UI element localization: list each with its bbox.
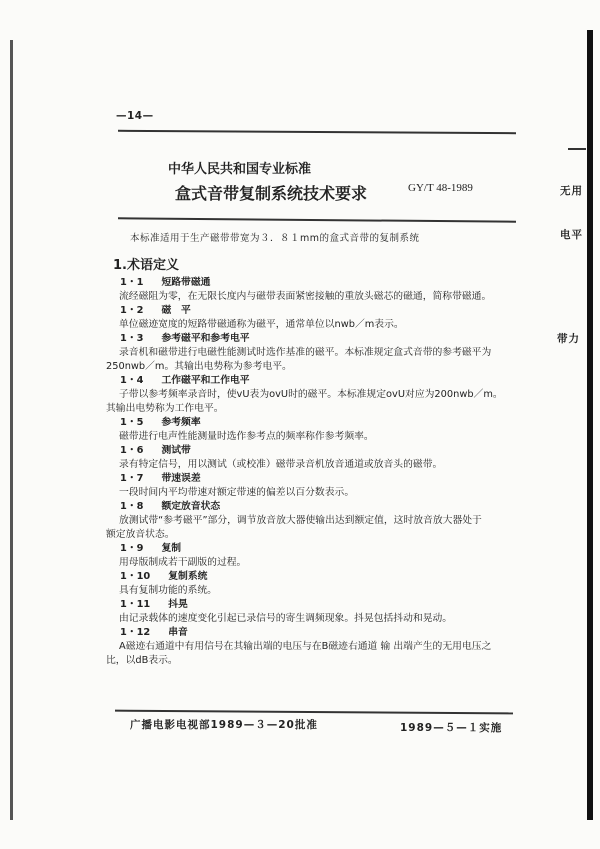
definition-number: 1・2 xyxy=(120,305,144,316)
definition-text: 由记录载体的速度变化引起已录信号的寄生调频现象。抖晃包括抖动和晃动。 xyxy=(119,613,453,624)
page-number: —14— xyxy=(116,110,154,122)
definition-number: 1・8 xyxy=(120,501,144,512)
title-rule xyxy=(118,217,516,222)
definitions-list xyxy=(106,276,531,668)
definition-text: 录有特定信号，用以测试（或校准）磁带录音机放音通道或放音头的磁带。 xyxy=(119,459,443,470)
definition-heading xyxy=(106,542,531,556)
definition-number: 1・7 xyxy=(120,473,144,484)
definition-number: 1・10 xyxy=(120,571,151,582)
margin-dash xyxy=(568,148,586,150)
standard-org: 中华人民共和国专业标准 xyxy=(168,162,312,177)
definition-text: 用母版制成若干副版的过程。 xyxy=(119,557,247,568)
approval-date: 广播电影电视部1989—３—20批准 xyxy=(130,719,318,731)
definition-term: 额定放音状态 xyxy=(161,501,221,512)
definition-term: 复制 xyxy=(161,543,182,554)
definition-text: A磁迹右通道中有用信号在其输出端的电压与在B磁迹右通道 输 出端产生的无用电压之 xyxy=(119,641,492,652)
definition-heading xyxy=(106,444,531,458)
definition-heading xyxy=(106,416,531,430)
intro-text: 本标准适用于生产磁带带宽为３．８１mm的盒式音带的复制系统 xyxy=(130,233,420,244)
definition-term: 工作磁平和工作电平 xyxy=(161,375,250,386)
definition-text: 流经磁阻为零，在无限长度内与磁带表面紧密接触的重放头磁芯的磁通，简称带磁通。 xyxy=(119,291,492,302)
standard-code: GY/T 48-1989 xyxy=(408,182,473,194)
definition-term: 带速误差 xyxy=(161,473,201,484)
definition-text: 比，以dB表示。 xyxy=(106,655,178,666)
definition-heading xyxy=(106,332,531,346)
effective-date: 1989—５—１实施 xyxy=(400,722,503,734)
definition-heading xyxy=(106,374,531,388)
definition-text: 250nwb／m。其输出电势称为参考电平。 xyxy=(106,361,292,372)
definition-text: 放测试带“参考磁平”部分，调节放音放大器使输出达到额定值，这时放音放大器处于 xyxy=(119,515,482,526)
definition-heading xyxy=(106,304,531,318)
definition-number: 1・9 xyxy=(120,543,144,554)
definition-term: 参考磁平和参考电平 xyxy=(161,333,250,344)
definition-heading xyxy=(106,472,531,486)
definition-term: 复制系统 xyxy=(168,571,208,582)
margin-text: 电平 xyxy=(560,229,583,241)
definition-term: 参考频率 xyxy=(161,417,201,428)
definition-text: 额定放音状态。 xyxy=(106,529,175,540)
definition-number: 1・12 xyxy=(120,627,151,638)
scan-edge-right xyxy=(587,30,593,820)
margin-text: 带力 xyxy=(557,333,580,345)
section-heading: 1.术语定义 xyxy=(113,258,179,273)
definition-text: 一段时间内平均带速对额定带速的偏差以百分数表示。 xyxy=(119,487,355,498)
definition-heading xyxy=(106,626,531,640)
definition-heading xyxy=(106,598,531,612)
definition-heading xyxy=(106,570,531,584)
definition-text: 单位磁迹宽度的短路带磁通称为磁平，通常单位以nwb／m表示。 xyxy=(119,319,404,330)
definition-term: 短路带磁通 xyxy=(161,277,211,288)
definition-term: 测试带 xyxy=(161,445,191,456)
definition-text: 磁带进行电声性能测量时选作参考点的频率称作参考频率。 xyxy=(119,431,374,442)
header-rule xyxy=(118,130,516,134)
definition-number: 1・1 xyxy=(120,277,144,288)
definition-number: 1・6 xyxy=(120,445,144,456)
definition-number: 1・3 xyxy=(120,333,144,344)
definition-number: 1・11 xyxy=(120,599,151,610)
definition-term: 串音 xyxy=(168,627,188,638)
definition-heading xyxy=(106,500,531,514)
definition-number: 1・5 xyxy=(120,417,144,428)
document-title: 盒式音带复制系统技术要求 xyxy=(175,184,368,203)
definition-text: 录音机和磁带进行电磁性能测试时选作基准的磁平。本标准规定盒式音带的参考磁平为 xyxy=(119,347,492,358)
footer-rule xyxy=(115,710,513,715)
definition-term: 抖晃 xyxy=(168,599,188,610)
margin-text: 无用 xyxy=(560,185,583,197)
scan-edge-left xyxy=(10,40,13,820)
definition-term: 磁 平 xyxy=(161,305,191,316)
definition-text: 子带以参考频率录音时，使vU表为ovU时的磁平。本标准规定ovU对应为200nwb／m。 xyxy=(119,389,503,400)
definition-number: 1・4 xyxy=(120,375,144,386)
definition-heading xyxy=(106,276,531,290)
definition-text: 其输出电势称为工作电平。 xyxy=(106,403,224,414)
definition-text: 具有复制功能的系统。 xyxy=(119,585,217,596)
